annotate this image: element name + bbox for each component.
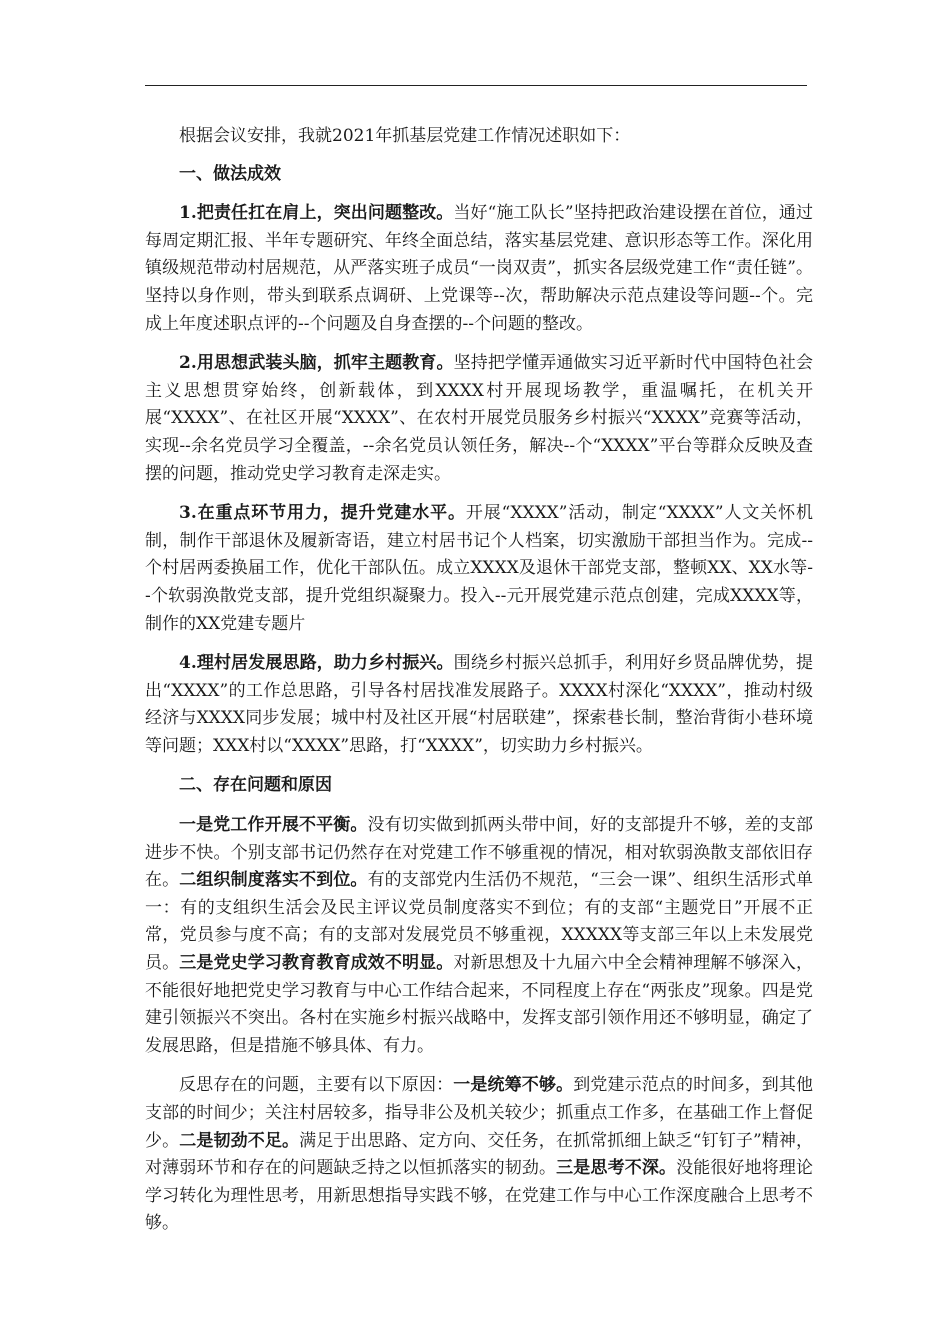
problems-paragraph (145, 812, 813, 1060)
section-heading-results: 一、做法成效 (179, 163, 281, 184)
reason-3-text: 没能很好地将理论学习转化为理性思考，用新思想指导实践不够，在党建工作与中心工作深度融合上思考不够。 (145, 1158, 814, 1234)
problem-2-text: 有的支部党内生活仍不规范，“三会一课”、组织生活形式单一：有的支组织生活会及民主评议党员制度落实不到位；有的支部“主题党日”开展不正常，党员参与度不高；有的支部对发展党员不够重视，XXXXX等支部三年以上未发展党员。 (145, 870, 814, 974)
reason-3-title: 三是思考不深。 (556, 1158, 677, 1179)
header-rule (145, 85, 807, 86)
section-heading-problems: 二、存在问题和原因 (179, 775, 332, 796)
item-body-1: 当好“施工队长”坚持把政治建设摆在首位，通过每周定期汇报、半年专题研究、年终全面总结，落实基层党建、意识形态等工作。深化用镇级规范带动村居规范，从严落实班子成员“一岗双责”，抓实各层级党建工作“责任链”。坚持以身作则，带头到联系点调研、上党课等--次，帮助解决示范点建设等问题--个。完成上年度述职点评的--个问题及自身查摆的--个问题的整改。 (145, 203, 813, 334)
item-paragraph-3 (145, 500, 813, 638)
item-title-4: 4.理村居发展思路，助力乡村振兴。 (179, 653, 454, 674)
reasons-lead: 反思存在的问题，主要有以下原因： (179, 1075, 454, 1096)
item-body-4: 围绕乡村振兴总抓手，利用好乡贤品牌优势，提出“XXXX”的工作总思路，引导各村居找准发展路子。XXXX村深化“XXXX”，推动村级经济与XXXX同步发展；城中村及社区开展“村居联建”，探索巷长制，整治背街小巷环境等问题；XXX村以“XXXX”思路，打“XXXX”，切实助力乡村振兴。 (145, 653, 814, 756)
reason-1-text: 到党建示范点的时间多，到其他支部的时间少；关注村居较多，指导非公及机关较少；抓重点工作多，在基础工作上督促少。 (145, 1075, 814, 1151)
reason-2-title: 二是韧劲不足。 (179, 1130, 300, 1151)
reason-1-title: 一是统筹不够。 (453, 1075, 574, 1096)
item-body-2: 坚持把学懂弄通做实习近平新时代中国特色社会主义思想贯穿始终，创新载体，到XXXX村开展现场教学，重温嘱托，在机关开展“XXXX”、在社区开展“XXXX”、在农村开展党员服务乡村振兴“XXXX”竞赛等活动，实现--余名党员学习全覆盖，--余名党员认领任务，解决--个“XXXX”平台等群众反映及查摆的问题，推动党史学习教育走深走实。 (145, 353, 814, 484)
document-body (145, 123, 813, 1250)
item-title-3: 3.在重点环节用力，提升党建水平。 (179, 503, 466, 524)
problem-1-text: 没有切实做到抓两头带中间，好的支部提升不够，差的支部进步不快。个别支部书记仍然存在对党建工作不够重视的情况，相对软弱涣散支部依旧存在。 (145, 815, 814, 891)
item-paragraph-2 (145, 350, 813, 488)
item-body-3: 开展“XXXX”活动，制定“XXXX”人文关怀机制，制作干部退休及履新寄语，建立村居书记个人档案，切实激励干部担当作为。完成--个村居两委换届工作，优化干部队伍。成立XXXX及退休干部党支部，整顿XX、XX水等--个软弱涣散党支部，提升党组织凝聚力。投入--元开展党建示范点创建，完成XXXX等，制作的XX党建专题片 (145, 503, 813, 634)
item-paragraph-4 (145, 650, 813, 760)
item-paragraph-1 (145, 200, 813, 338)
problem-3-text: 对新思想及十九届六中全会精神理解不够深入，不能很好地把党史学习教育与中心工作结合起来，不同程度上存在“两张皮”现象。四是党建引领振兴不突出。各村在实施乡村振兴战略中，发挥支部引领作用还不够明显，确定了发展思路，但是措施不够具体、有力。 (145, 953, 814, 1056)
problem-3-title: 三是党史学习教育教育成效不明显。 (179, 953, 454, 974)
problem-2-title: 二组织制度落实不到位。 (179, 870, 368, 891)
reason-2-text: 满足于出思路、定方向、交任务，在抓常抓细上缺乏“钉钉子”精神，对薄弱环节和存在的问题缺乏持之以恒抓落实的韧劲。 (145, 1130, 814, 1179)
intro-paragraph: 根据会议安排，我就2021年抓基层党建工作情况述职如下： (179, 126, 631, 146)
item-title-2: 2.用思想武装头脑，抓牢主题教育。 (179, 353, 454, 374)
problem-1-title: 一是党工作开展不平衡。 (179, 815, 368, 836)
item-title-1: 1.把责任扛在肩上，突出问题整改。 (179, 203, 454, 224)
reasons-paragraph (145, 1072, 813, 1238)
